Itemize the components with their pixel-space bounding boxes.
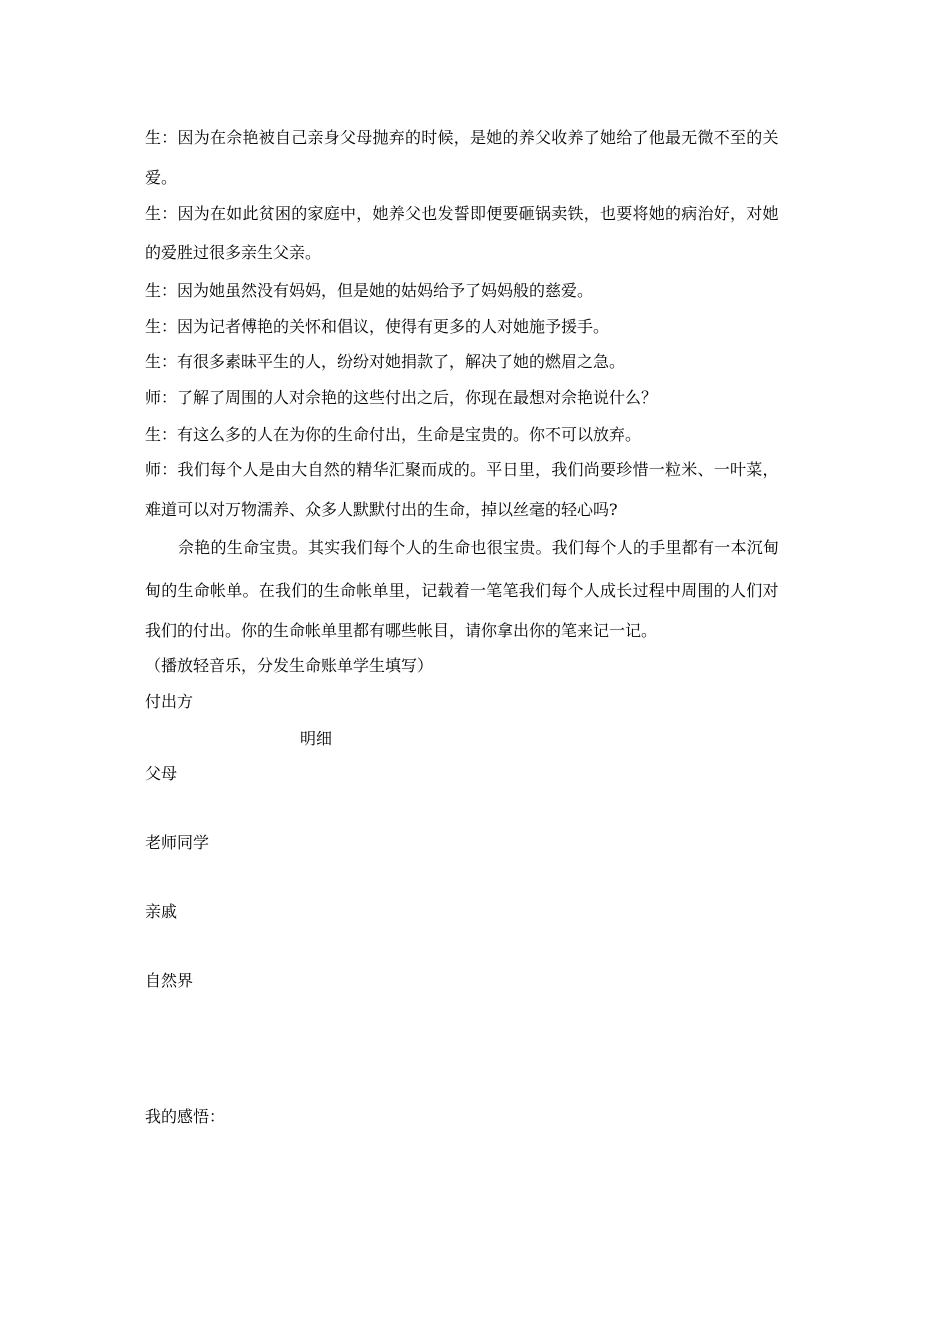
paragraph-line: 生：因为她虽然没有妈妈，但是她的姑妈给予了妈妈般的慈爱。	[145, 281, 594, 300]
paragraph-line: 生：有这么多的人在为你的生命付出，生命是宝贵的。你不可以放弃。	[145, 425, 642, 444]
ledger-row-relatives: 亲戚	[145, 902, 178, 921]
paragraph-line: 难道可以对万物濡养、众多人默默付出的生命，掉以丝毫的轻心吗?	[145, 500, 618, 519]
paragraph-line: 师：我们每个人是由大自然的精华汇聚而成的。平日里，我们尚要珍惜一粒米、一叶菜，	[145, 460, 779, 479]
stage-direction: （播放轻音乐，分发生命账单学生填写）	[145, 656, 434, 675]
paragraph-line: 的爱胜过很多亲生父亲。	[145, 243, 322, 262]
paragraph-line: 生：因为在如此贫困的家庭中，她养父也发誓即便要砸锅卖铁，也要将她的病治好，对她	[145, 204, 779, 223]
paragraph-line: 生：因为在佘艳被自己亲身父母抛弃的时候，是她的养父收养了她给了他最无微不至的关	[145, 128, 779, 147]
paragraph-line: 甸的生命帐单。在我们的生命帐单里，记载着一笔笔我们每个人成长过程中周围的人们对	[145, 581, 779, 600]
reflection-label: 我的感悟：	[145, 1107, 226, 1126]
paragraph-line: 师：了解了周围的人对佘艳的这些付出之后，你现在最想对佘艳说什么？	[145, 388, 658, 407]
ledger-header-detail: 明细	[300, 729, 333, 748]
paragraph-line: 生：因为记者傅艳的关怀和倡议，使得有更多的人对她施予援手。	[145, 317, 610, 336]
ledger-row-teachers-classmates: 老师同学	[145, 833, 210, 852]
paragraph-line: 爱。	[145, 168, 178, 187]
paragraph-line: 生：有很多素昧平生的人，纷纷对她捐款了，解决了她的燃眉之急。	[145, 352, 626, 371]
ledger-header-payer: 付出方	[145, 692, 194, 711]
paragraph-line: 佘艳的生命宝贵。其实我们每个人的生命也很宝贵。我们每个人的手里都有一本沉甸	[178, 538, 780, 557]
ledger-row-nature: 自然界	[145, 971, 194, 990]
paragraph-line: 我们的付出。你的生命帐单里都有哪些帐目，请你拿出你的笔来记一记。	[145, 621, 658, 640]
ledger-row-parents: 父母	[145, 764, 178, 783]
